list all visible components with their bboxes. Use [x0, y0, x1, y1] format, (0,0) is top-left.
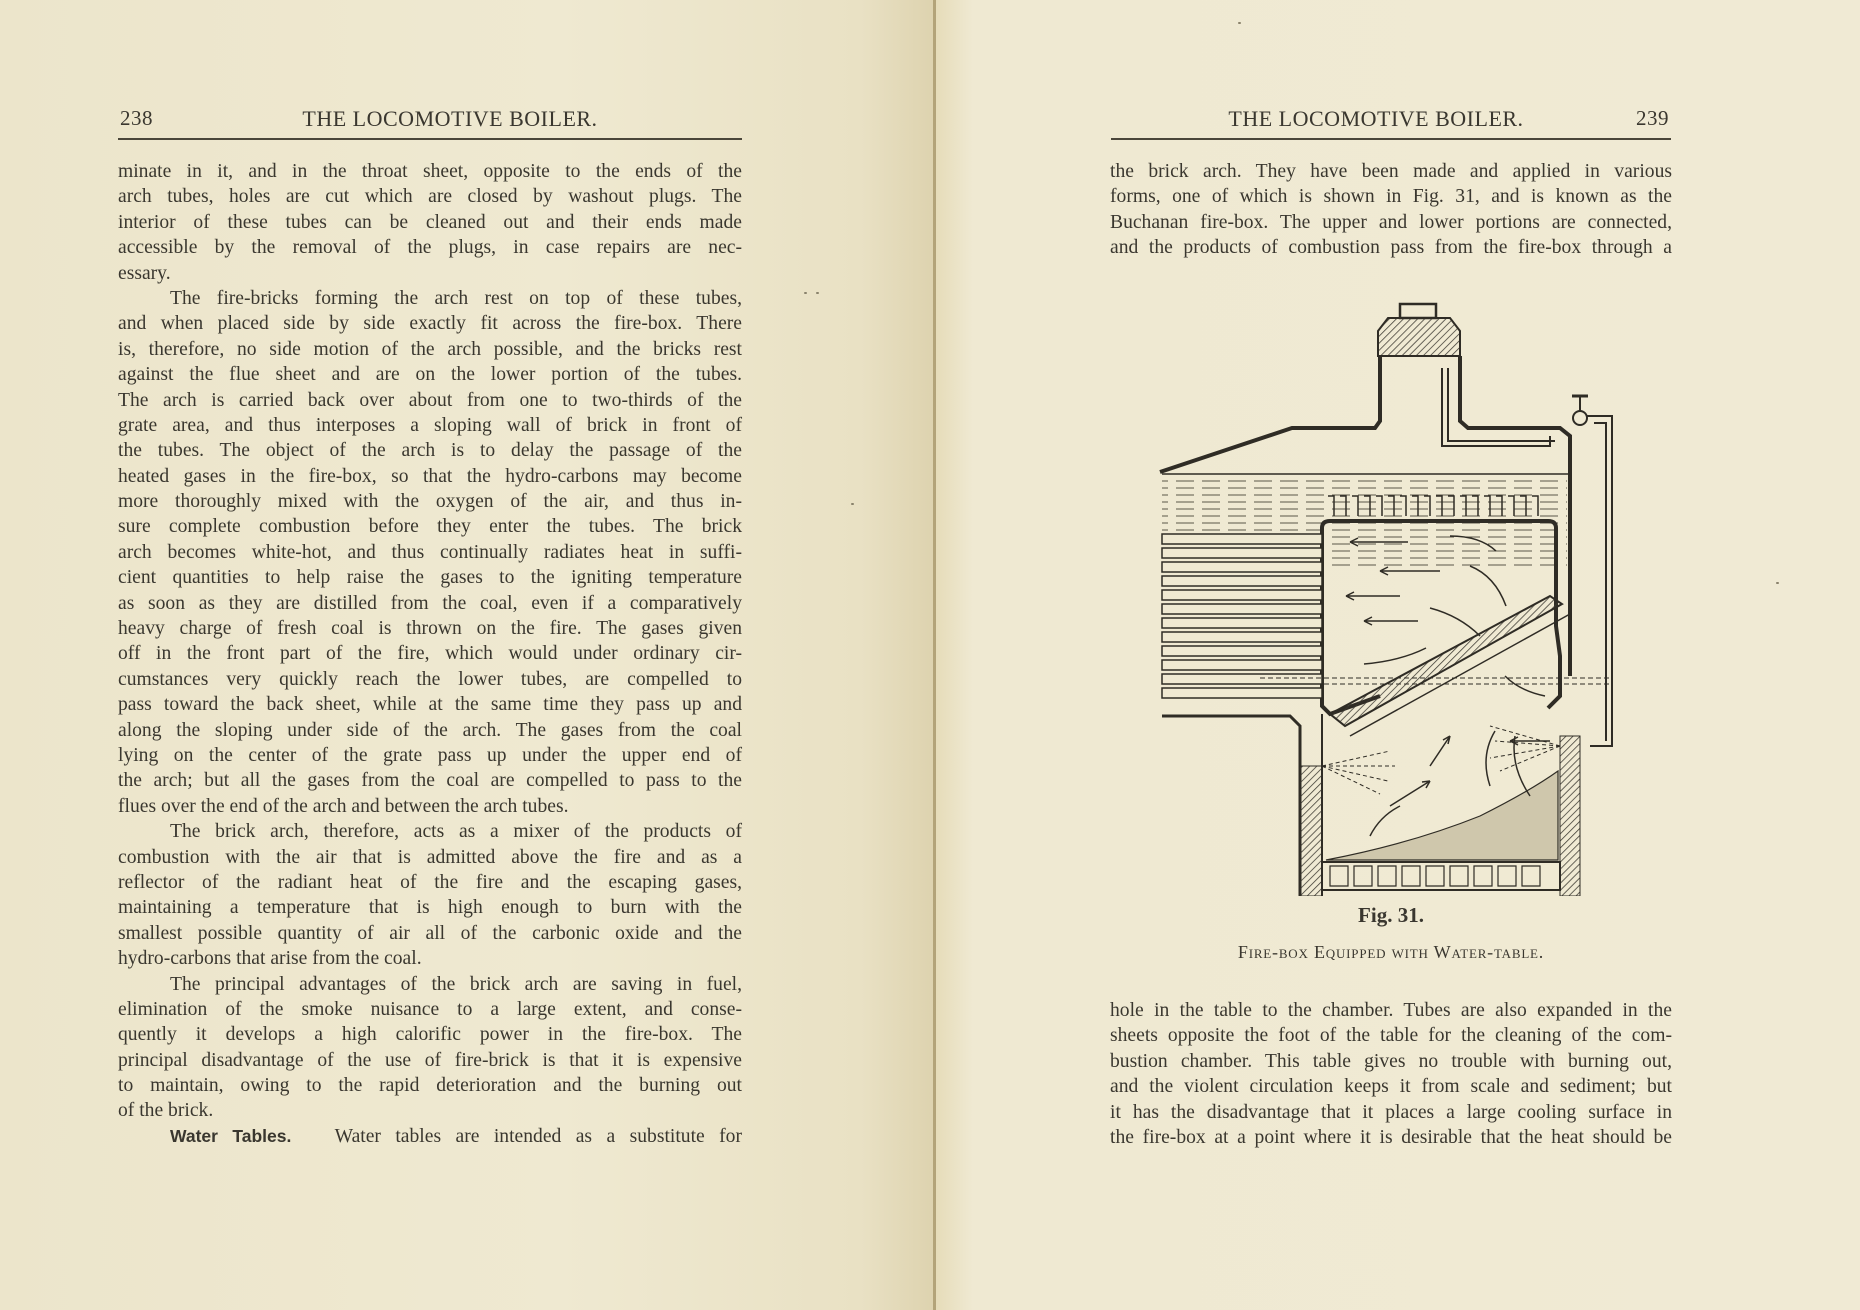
text-line: and when placed side by side exactly fit across the fire-box. There: [118, 313, 742, 335]
text-line: elimination of the smoke nuisance to a large extent, and conse-: [118, 998, 742, 1020]
text-line: grate area, and thus interposes a sloping wall of brick in front of: [118, 414, 742, 436]
text-line: along the sloping under side of the arch. The gases from the coal: [118, 719, 742, 741]
firebox-figure: [1150, 296, 1670, 896]
figure-caption: Fire-box Equipped with Water-table.: [1237, 942, 1545, 962]
text-line: and the violent circulation keeps it from scale and sediment; but: [1110, 1076, 1672, 1098]
text-line: combustion with the air that is admitted above the fire and as a: [118, 846, 742, 868]
text-line: principal disadvantage of the use of fire-brick is that it is expensive: [118, 1049, 742, 1071]
running-title: THE LOCOMOTIVE BOILER.: [1228, 106, 1524, 131]
paper-speck: [851, 503, 854, 505]
text-line: sheets opposite the foot of the table for the cleaning of the com-: [1110, 1025, 1672, 1047]
text-line: essary.: [118, 262, 171, 284]
text-line: of the brick.: [118, 1100, 214, 1122]
text-line: the brick arch. They have been made and applied in various: [1110, 161, 1672, 182]
text-line: to maintain, owing to the rapid deterioration and the burning out: [118, 1075, 742, 1097]
text-line: against the flue sheet and are on the lower portion of the tubes.: [118, 364, 742, 386]
body-text: [118, 159, 742, 1149]
text-line: more thoroughly mixed with the oxygen of the air, and thus in-: [118, 491, 742, 513]
text-line: is, therefore, no side motion of the arch possible, and the bricks rest: [118, 338, 742, 360]
text-line: as soon as they are distilled from the coal, even if a comparatively: [118, 592, 742, 614]
paragraph-start: [118, 1124, 742, 1149]
body-text-bottom: [1110, 998, 1672, 1150]
text-line: pass toward the back sheet, while at the same time they pass up and: [118, 694, 742, 716]
text-line: lying on the center of the grate pass up under the upper end of: [118, 744, 742, 766]
text-line: heated gases in the fire-box, so that the hydro-carbons may become: [118, 465, 742, 487]
text-line: heavy charge of fresh coal is thrown on the fire. The gases given: [118, 618, 742, 640]
paper-speck: [1238, 22, 1241, 24]
text-line: The arch is carried back over about from one to two-thirds of the: [118, 389, 742, 411]
figure-number: Fig. 31.: [1358, 903, 1424, 927]
text-line: the fire-box at a point where it is desirable that the heat should be: [1110, 1126, 1672, 1148]
text-line: flues over the end of the arch and between the arch tubes.: [118, 795, 569, 817]
sidehead-text: Water tables are intended as a substitute for: [334, 1125, 742, 1147]
text-line: the tubes. The object of the arch is to delay the passage of the: [118, 440, 742, 462]
page-number: 238: [120, 106, 153, 130]
right-page: [936, 0, 1860, 1310]
text-line: quently it develops a high calorific power in the fire-box. The: [118, 1024, 742, 1046]
paragraph-start: The fire-bricks forming the arch rest on top of these tubes,: [170, 287, 742, 309]
text-line: arch becomes white-hot, and thus continually radiates heat in suffi-: [118, 541, 742, 563]
text-line: and the products of combustion pass from the fire-box through a: [1110, 237, 1672, 259]
text-line: interior of these tubes can be cleaned out and their ends made: [118, 211, 742, 233]
text-line: hole in the table to the chamber. Tubes are also expanded in the: [1110, 1000, 1672, 1021]
text-line: forms, one of which is shown in Fig. 31, and is known as the: [1110, 186, 1672, 208]
text-line: the arch; but all the gases from the coal are compelled to pass to the: [118, 770, 742, 792]
paper-speck: [804, 292, 807, 294]
paragraph-start: The principal advantages of the brick arch are saving in fuel,: [170, 973, 742, 995]
running-title: THE LOCOMOTIVE BOILER.: [302, 106, 598, 131]
text-line: minate in it, and in the throat sheet, opposite to the ends of the: [118, 161, 742, 182]
text-line: Buchanan fire-box. The upper and lower portions are connected,: [1110, 211, 1672, 233]
text-line: arch tubes, holes are cut which are closed by washout plugs. The: [118, 186, 742, 208]
text-line: accessible by the removal of the plugs, in case repairs are nec-: [118, 237, 742, 259]
paper-speck: [1776, 582, 1779, 584]
text-line: reflector of the radiant heat of the fire and the escaping gases,: [118, 871, 742, 893]
paragraph-start: The brick arch, therefore, acts as a mixer of the products of: [170, 821, 742, 843]
header-rule: [1111, 138, 1671, 140]
text-line: bustion chamber. This table gives no trouble with burning out,: [1110, 1050, 1672, 1072]
running-head-left: [118, 104, 742, 140]
paper-speck: [816, 292, 819, 294]
text-line: cumstances very quickly reach the lower tubes, are compelled to: [118, 668, 742, 690]
sidehead: Water Tables.: [170, 1125, 292, 1146]
text-line: sure complete combustion before they enter the tubes. The brick: [118, 516, 742, 538]
running-head-right: [1111, 104, 1671, 140]
page-number: 239: [1636, 106, 1669, 130]
text-line: it has the disadvantage that it places a large cooling surface in: [1110, 1101, 1672, 1123]
body-text-top: [1110, 159, 1672, 261]
text-line: off in the front part of the fire, which would under ordinary cir-: [118, 643, 742, 665]
text-line: cient quantities to help raise the gases to the igniting temperature: [118, 567, 742, 589]
header-rule: [118, 138, 742, 140]
text-line: maintaining a temperature that is high enough to burn with the: [118, 897, 742, 919]
text-line: hydro-carbons that arise from the coal.: [118, 948, 422, 970]
text-line: smallest possible quantity of air all of the carbonic oxide and the: [118, 922, 742, 944]
